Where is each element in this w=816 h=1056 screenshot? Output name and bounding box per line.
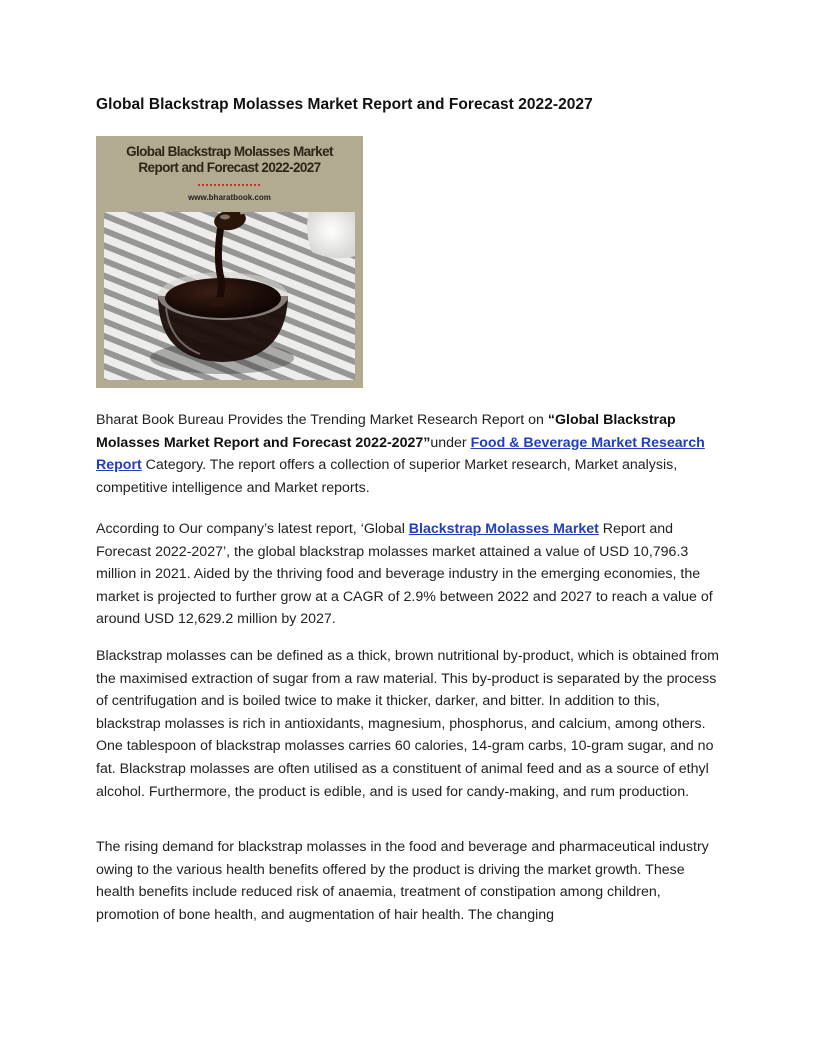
cover-divider [198,184,260,186]
intro-paragraph [96,409,722,499]
report-name-bold: “Global Blackstrap Molasses Market Report and Forecast 2022-2027” [96,412,676,451]
cover-title-line-2: Report and Forecast 2022-2027 [138,160,321,175]
cover-title [96,144,363,176]
demand-paragraph: The rising demand for blackstrap molasses in the food and beverage and pharmaceutical industry owing to the various health benefits offered by the product is driving the market growth. These health benefits include reduced risk of anaemia, treatment of constipation among children, promotion of bone health, and augmentation of hair health. The changing [96,839,709,923]
report-cover-image [96,136,363,388]
page-title: Global Blackstrap Molasses Market Report and Forecast 2022-2027 [96,96,593,113]
market-text-1: According to Our company’s latest report, ‘Global [96,521,409,537]
market-value-paragraph [96,518,722,631]
molasses-photo [104,212,355,380]
blackstrap-molasses-market-link[interactable]: Blackstrap Molasses Market [408,521,599,537]
definition-paragraph: Blackstrap molasses can be defined as a thick, brown nutritional by-product, which is obtained from the maximised extraction of sugar from a raw material. This by-product is separated by the process of centrifugation and is boiled twice to make it thicker, darker, and bitter. In addition to this, blackstrap molasses is rich in antioxidants, magnesium, phosphorus, and calcium, among others. One tablespoon of blackstrap molasses carries 60 calories, 14-gram carbs, 10-gram sugar, and no fat. Blackstrap molasses are often utilised as a constituent of animal feed and as a source of ethyl alcohol. Furthermore, the product is edible, and is used for candy-making, and rum production. [96,648,719,800]
intro-text-1: Bharat Book Bureau Provides the Trending Market Research Report on [96,412,548,428]
intro-text-2: under [430,434,471,451]
food-beverage-category-link[interactable]: Food & Beverage Market Research Report [96,434,705,474]
cover-title-line-1: Global Blackstrap Molasses Market [126,144,333,159]
intro-text-3: Category. The report offers a collection of superior Market research, Market analysis, competitive intelligence and Market reports. [96,457,678,496]
cover-url: www.bharatbook.com [188,193,271,202]
market-text-2: Report and Forecast 2022-2027’, the global blackstrap molasses market attained a value of USD 10,796.3 million in 2021. Aided by the thriving food and beverage industry in the emerging economies, the market is projected to further grow at a CAGR of 2.9% between 2022 and 2027 to reach a value of around USD 12,629.2 million by 2027. [96,521,713,628]
